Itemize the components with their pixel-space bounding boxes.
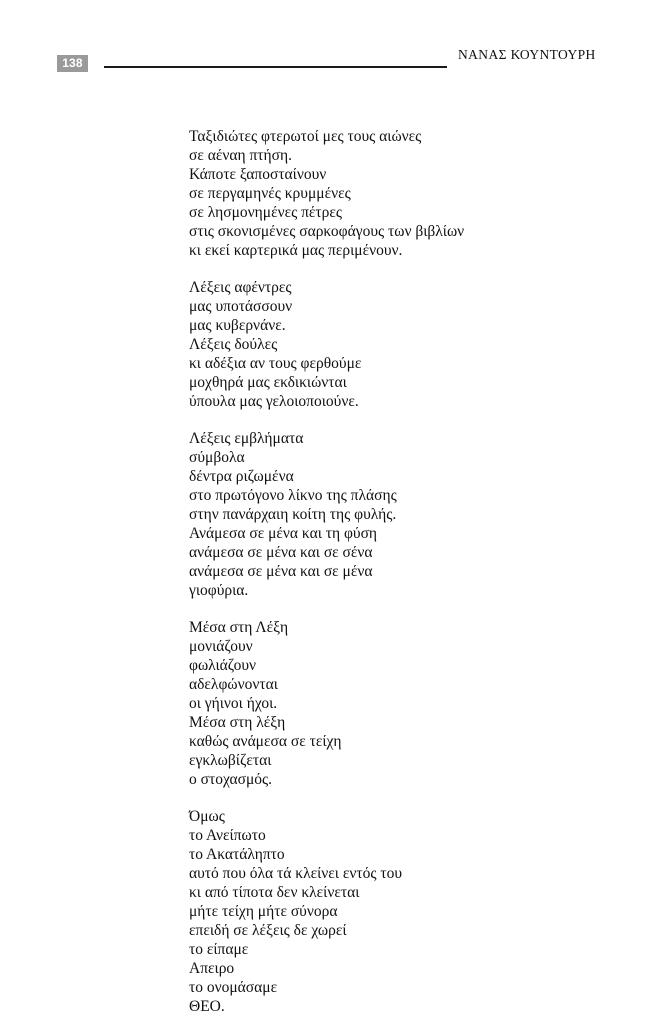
poem-line: Λέξεις δούλες bbox=[189, 336, 278, 353]
stanza-4 bbox=[189, 618, 629, 789]
poem-line: κι εκεί καρτερικά μας περιμένουν. bbox=[189, 242, 403, 259]
poem-line: στην πανάρχαιη κοίτη της φυλής. bbox=[189, 506, 397, 523]
poem-line: Λέξεις αφέντρες bbox=[189, 279, 292, 296]
poem-line: Ταξιδιώτες φτερωτοί μες τους αιώνες bbox=[189, 128, 422, 145]
poem-line: καθώς ανάμεσα σε τείχη bbox=[189, 733, 342, 750]
stanza-1 bbox=[189, 127, 629, 260]
page-number: 138 bbox=[57, 55, 88, 72]
poem-line: στο πρωτόγονο λίκνο της πλάσης bbox=[189, 487, 397, 504]
poem-line: σε περγαμηνές κρυμμένες bbox=[189, 185, 351, 202]
poem-line: μοχθηρά μας εκδικιώνται bbox=[189, 374, 347, 391]
poem-line: ύπουλα μας γελοιοποιούνε. bbox=[189, 393, 359, 410]
header-rule bbox=[104, 66, 447, 68]
poem-line: Απειρο bbox=[189, 960, 235, 977]
poem-line: Κάποτε ξαποσταίνουν bbox=[189, 166, 327, 183]
poem-line: μονιάζουν bbox=[189, 638, 253, 655]
poem-line: κι αδέξια αν τους φερθούμε bbox=[189, 355, 362, 372]
poem-line: επειδή σε λέξεις δε χωρεί bbox=[189, 922, 347, 939]
poem-line: μας υποτάσσουν bbox=[189, 298, 293, 315]
poem-line: ο στοχασμός. bbox=[189, 771, 273, 788]
poem-line: μήτε τείχη μήτε σύνορα bbox=[189, 903, 338, 920]
poem-line: Όμως bbox=[189, 808, 225, 825]
stanza-2 bbox=[189, 278, 629, 411]
poem-line: σύμβολα bbox=[189, 449, 245, 466]
poem-line: οι γήινοι ήχοι. bbox=[189, 695, 278, 712]
poem-line: Λέξεις εμβλήματα bbox=[189, 430, 304, 447]
poem-line: εγκλωβίζεται bbox=[189, 752, 272, 769]
stanza-5 bbox=[189, 807, 629, 1016]
poem-line: ανάμεσα σε μένα και σε σένα bbox=[189, 544, 373, 561]
poem-line: αυτό που όλα τά κλείνει εντός του bbox=[189, 865, 402, 882]
poem-line: σε αέναη πτήση. bbox=[189, 147, 292, 164]
poem-line: φωλιάζουν bbox=[189, 657, 257, 674]
poem-line: μας κυβερνάνε. bbox=[189, 317, 286, 334]
poem-line: το Ακατάληπτο bbox=[189, 846, 285, 863]
poem-line: αδελφώνονται bbox=[189, 676, 278, 693]
poem-line: σε λησμονημένες πέτρες bbox=[189, 204, 343, 221]
poem-line: το Ανείπωτο bbox=[189, 827, 266, 844]
stanza-3 bbox=[189, 429, 629, 600]
running-head-author: ΝΑΝΑΣ ΚΟΥΝΤΟΥΡΗ bbox=[458, 47, 596, 62]
poem-line: Ανάμεσα σε μένα και τη φύση bbox=[189, 525, 378, 542]
poem-line: το ονομάσαμε bbox=[189, 979, 278, 996]
poem-line: στις σκονισμένες σαρκοφάγους των βιβλίων bbox=[189, 223, 465, 240]
poem-line: δέντρα ριζωμένα bbox=[189, 468, 294, 485]
poem-line: γιοφύρια. bbox=[189, 582, 249, 599]
poem-line: Μέσα στη λέξη bbox=[189, 714, 286, 731]
poem-line: ΘΕΟ. bbox=[189, 998, 225, 1015]
poem-line: ανάμεσα σε μένα και σε μένα bbox=[189, 563, 373, 580]
poem-line: το είπαμε bbox=[189, 941, 249, 958]
poem-line: Μέσα στη Λέξη bbox=[189, 619, 289, 636]
poem-line: κι από τίποτα δεν κλείνεται bbox=[189, 884, 360, 901]
poem-body bbox=[189, 127, 629, 1034]
